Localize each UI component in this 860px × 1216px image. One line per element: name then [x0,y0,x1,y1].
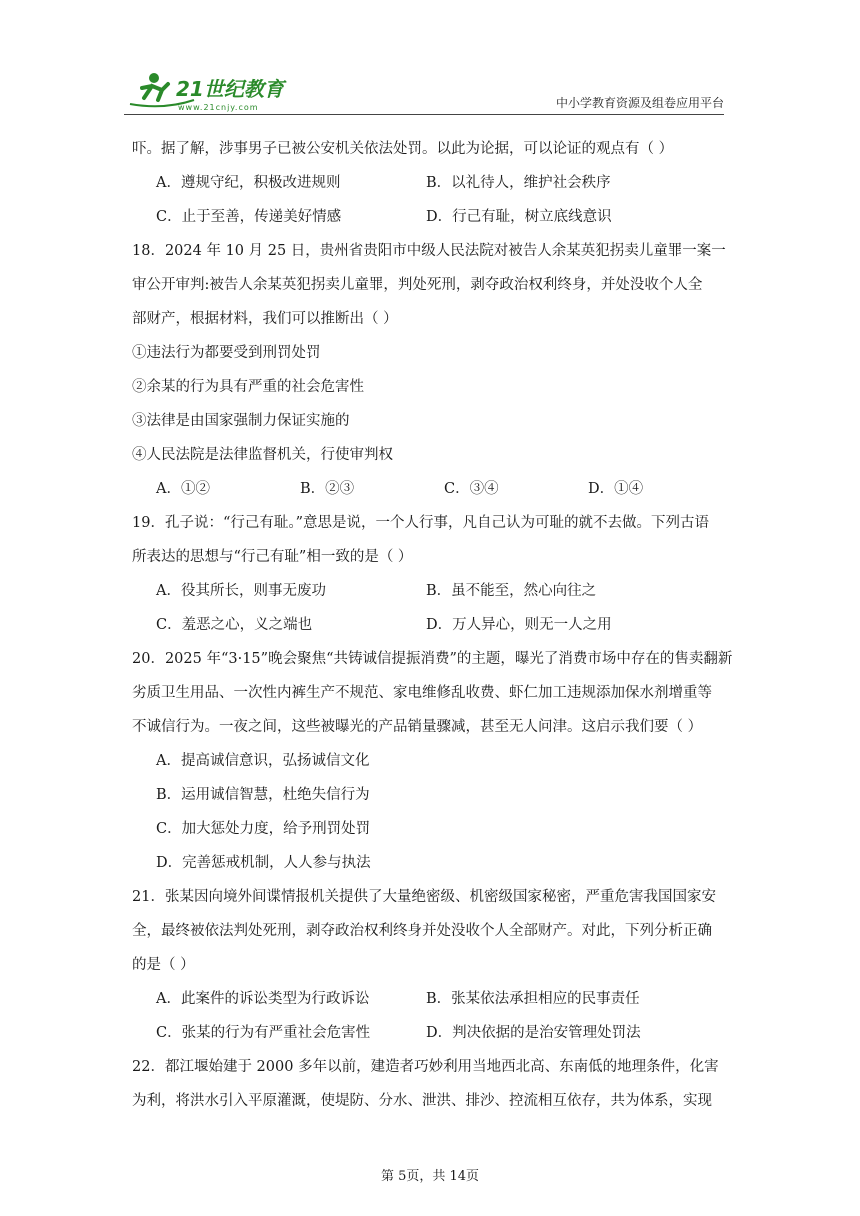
q20-option-b: B．运用诚信智慧，杜绝失信行为 [156,787,370,803]
q19-stem-line: 19．孔子说：“行己有耻。”意思是说，一个人行事，凡自己认为可耻的就不去做。下列古语 [132,515,710,531]
q18-options-row [132,472,732,506]
q21-stem-line: 21．张某因向境外间谍情报机关提供了大量绝密级、机密级国家秘密，严重危害我国国家安 [132,889,716,905]
q18-stem-line: 部财产，根据材料，我们可以推断出（ ） [132,311,398,327]
q20-option-d: D．完善惩戒机制，人人参与执法 [156,855,371,871]
site-logo [124,70,294,116]
q19-option-d: D．万人异心，则无一人之用 [426,617,612,633]
q22-stem-line: 22．都江堰始建于 2000 多年以前，建造者巧妙利用当地西北高、东南低的地理条件，化害 [132,1059,719,1075]
q20-stem-line: 20．2025 年“3·15”晚会聚焦“共铸诚信提振消费”的主题，曝光了消费市场中存在的售卖翻新 [132,651,733,667]
svg-text:www.21cnjy.com: www.21cnjy.com [178,103,259,112]
page-header [124,62,724,118]
q19-options-row-2 [132,608,732,642]
question-content [132,132,732,1118]
q20-option-c: C．加大惩处力度，给予刑罚处罚 [156,821,371,837]
q18-option-b: B．②③ [300,481,355,497]
q18-option-d: D．①④ [588,481,644,497]
q21-option-b: B．张某依法承担相应的民事责任 [426,991,640,1007]
q19-stem-line: 所表达的思想与“行己有耻”相一致的是（ ） [132,549,413,565]
q21-options-row-2 [132,1016,732,1050]
q17-options-row-2 [132,200,732,234]
q18-stem-line: 18．2024 年 10 月 25 日，贵州省贵阳市中级人民法院对被告人余某英犯拐卖儿童罪一案一 [132,243,726,259]
q21-stem-line: 的是（ ） [132,957,195,973]
q20-option-a: A．提高诚信意识，弘扬诚信文化 [156,753,370,769]
q18-statement: ④人民法院是法律监督机关，行使审判权 [132,447,393,463]
page-number: 第 5页，共 14页 [380,1169,480,1184]
q21-option-a: A．此案件的诉讼类型为行政诉讼 [156,991,370,1007]
q21-stem-line: 全，最终被依法判处死刑，剥夺政治权利终身并处没收个人全部财产。对此，下列分析正确 [132,923,712,939]
svg-text:21世纪教育: 21世纪教育 [176,77,284,101]
q17-option-a: A．遵规守纪，积极改进规则 [156,175,341,191]
q19-option-c: C．羞恶之心，义之端也 [156,617,313,633]
q17-continuation: 吓。据了解，涉事男子已被公安机关依法处罚。以此为论据，可以论证的观点有（ ） [132,141,674,157]
header-divider [124,114,724,115]
q20-stem-line: 劣质卫生用品、一次性内裤生产不规范、家电维修乱收费、虾仁加工违规添加保水剂增重等 [132,685,712,701]
q18-stem-line: 审公开审判:被告人余某英犯拐卖儿童罪，判处死刑，剥夺政治权利终身，并处没收个人全 [132,277,703,293]
q18-statement: ①违法行为都要受到刑罚处罚 [132,345,321,361]
q21-options-row-1 [132,982,732,1016]
q18-option-c: C．③④ [444,481,499,497]
q20-stem-line: 不诚信行为。一夜之间，这些被曝光的产品销量骤减，甚至无人问津。这启示我们要（ ） [132,719,703,735]
q21-option-c: C．张某的行为有严重社会危害性 [156,1025,371,1041]
q19-option-a: A．役其所长，则事无废功 [156,583,326,599]
q17-option-b: B．以礼待人，维护社会秩序 [426,175,611,191]
q17-options-row-1 [132,166,732,200]
q19-options-row-1 [132,574,732,608]
q19-option-b: B．虽不能至，然心向往之 [426,583,597,599]
q18-statement: ②余某的行为具有严重的社会危害性 [132,379,364,395]
q18-option-a: A．①② [156,481,210,497]
q21-option-d: D．判决依据的是治安管理处罚法 [426,1025,641,1041]
platform-name: 中小学教育资源及组卷应用平台 [555,96,724,110]
q22-stem-line: 为利，将洪水引入平原灌溉，使堤防、分水、泄洪、排沙、控流相互依存，共为体系，实现 [132,1093,712,1109]
q18-statement: ③法律是由国家强制力保证实施的 [132,413,350,429]
q17-option-d: D．行己有耻，树立底线意识 [426,209,612,225]
q17-option-c: C．止于至善，传递美好情感 [156,209,342,225]
